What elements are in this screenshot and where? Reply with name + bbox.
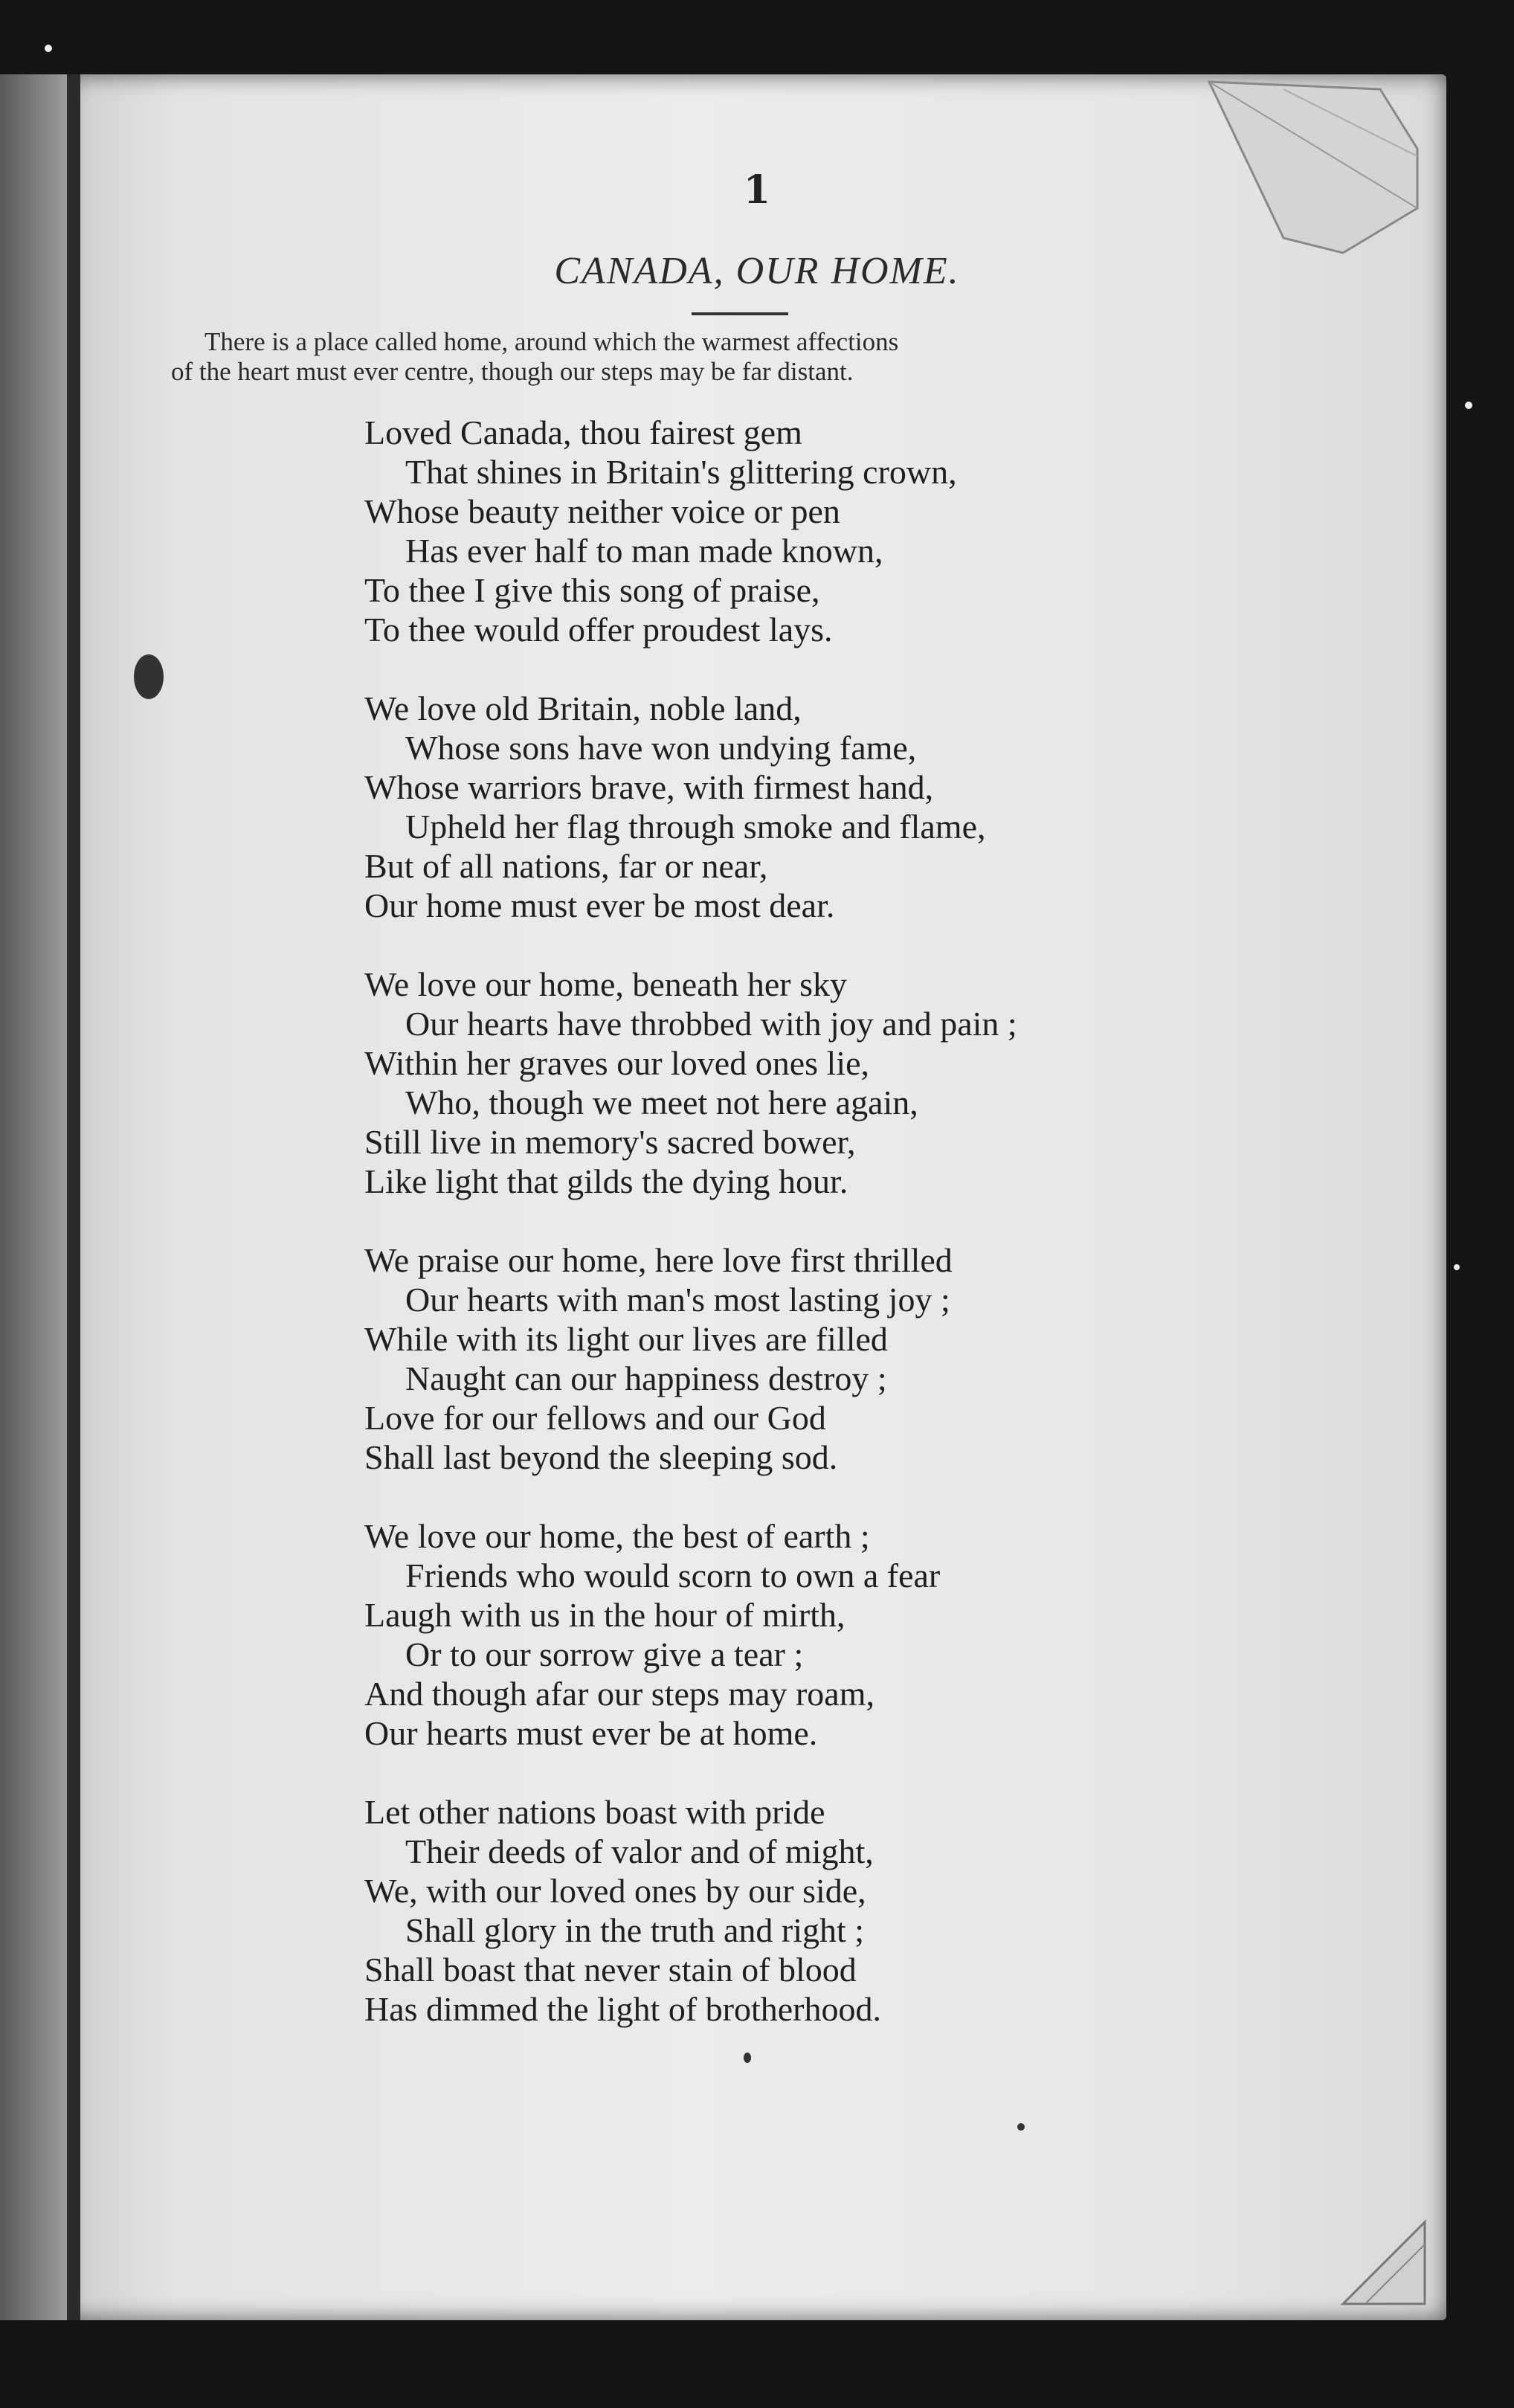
folded-corner-bottom [1336, 2207, 1432, 2311]
poem-line: And though afar our steps may roam, [364, 1675, 875, 1713]
dust-speck [1465, 402, 1472, 409]
ink-dot [744, 2053, 751, 2063]
poem-line: We love our home, the best of earth ; [364, 1517, 870, 1555]
ink-blot [134, 654, 164, 699]
poem-line: Upheld her flag through smoke and flame, [405, 808, 986, 846]
poem-line: To thee would offer proudest lays. [364, 611, 833, 648]
poem-line: While with its light our lives are filled [364, 1320, 888, 1358]
poem-line: Friends who would scorn to own a fear [405, 1556, 941, 1594]
poem-line: Within her graves our loved ones lie, [364, 1044, 870, 1082]
page-title: CANADA, OUR HOME. [554, 250, 960, 292]
poem-line: Like light that gilds the dying hour. [364, 1162, 848, 1200]
poem-line: Has dimmed the light of brotherhood. [364, 1990, 881, 2028]
binding-edge [0, 74, 67, 2320]
poem-line: Still live in memory's sacred bower, [364, 1123, 856, 1161]
poem-line: Their deeds of valor and of might, [405, 1832, 874, 1870]
page-number: 1 [743, 167, 771, 213]
poem-line: To thee I give this song of praise, [364, 571, 820, 609]
stanza [364, 689, 1331, 925]
poem-line: Or to our sorrow give a tear ; [405, 1635, 804, 1673]
title-divider [692, 312, 788, 315]
poem-line: We, with our loved ones by our side, [364, 1872, 866, 1910]
stanza [364, 1240, 1331, 1477]
epigraph-line: There is a place called home, around which the warmest affections [204, 327, 899, 356]
poem-line: Our hearts with man's most lasting joy ; [405, 1281, 950, 1319]
ink-dot [1017, 2123, 1025, 2131]
poem-line: Has ever half to man made known, [405, 532, 883, 570]
poem-line: We praise our home, here love first thrilled [364, 1241, 953, 1279]
poem-line: Our hearts have throbbed with joy and pain ; [405, 1005, 1017, 1043]
poem-line: Whose beauty neither voice or pen [364, 492, 840, 530]
stanza [364, 1516, 1331, 1753]
poem [364, 413, 1331, 2068]
poem-line: Our hearts must ever be at home. [364, 1714, 818, 1752]
poem-line: Our home must ever be most dear. [364, 886, 835, 924]
poem-line: Whose sons have won undying fame, [405, 729, 917, 767]
epigraph-line: of the heart must ever centre, though our steps may be far distant. [171, 357, 854, 386]
poem-line: Let other nations boast with pride [364, 1793, 825, 1831]
poem-line: Shall boast that never stain of blood [364, 1951, 857, 1989]
poem-line: That shines in Britain's glittering crown, [405, 453, 957, 491]
stanza [364, 1792, 1331, 2029]
poem-line: We love our home, beneath her sky [364, 965, 848, 1003]
epigraph [171, 327, 1286, 387]
poem-line: Naught can our happiness destroy ; [405, 1359, 887, 1397]
poem-line: Who, though we meet not here again, [405, 1084, 918, 1121]
poem-line: Whose warriors brave, with firmest hand, [364, 768, 934, 806]
stanza [364, 965, 1331, 1201]
poem-line: Love for our fellows and our God [364, 1399, 826, 1437]
stanza [364, 413, 1331, 649]
poem-line: Loved Canada, thou fairest gem [364, 413, 802, 451]
poem-line: Shall last beyond the sleeping sod. [364, 1438, 838, 1476]
poem-line: But of all nations, far or near, [364, 847, 768, 885]
poem-line: We love old Britain, noble land, [364, 689, 802, 727]
dust-speck [45, 45, 52, 52]
poem-line: Shall glory in the truth and right ; [405, 1911, 865, 1949]
poem-line: Laugh with us in the hour of mirth, [364, 1596, 845, 1634]
margin-rule [67, 74, 80, 2320]
dust-speck [1454, 1264, 1460, 1270]
